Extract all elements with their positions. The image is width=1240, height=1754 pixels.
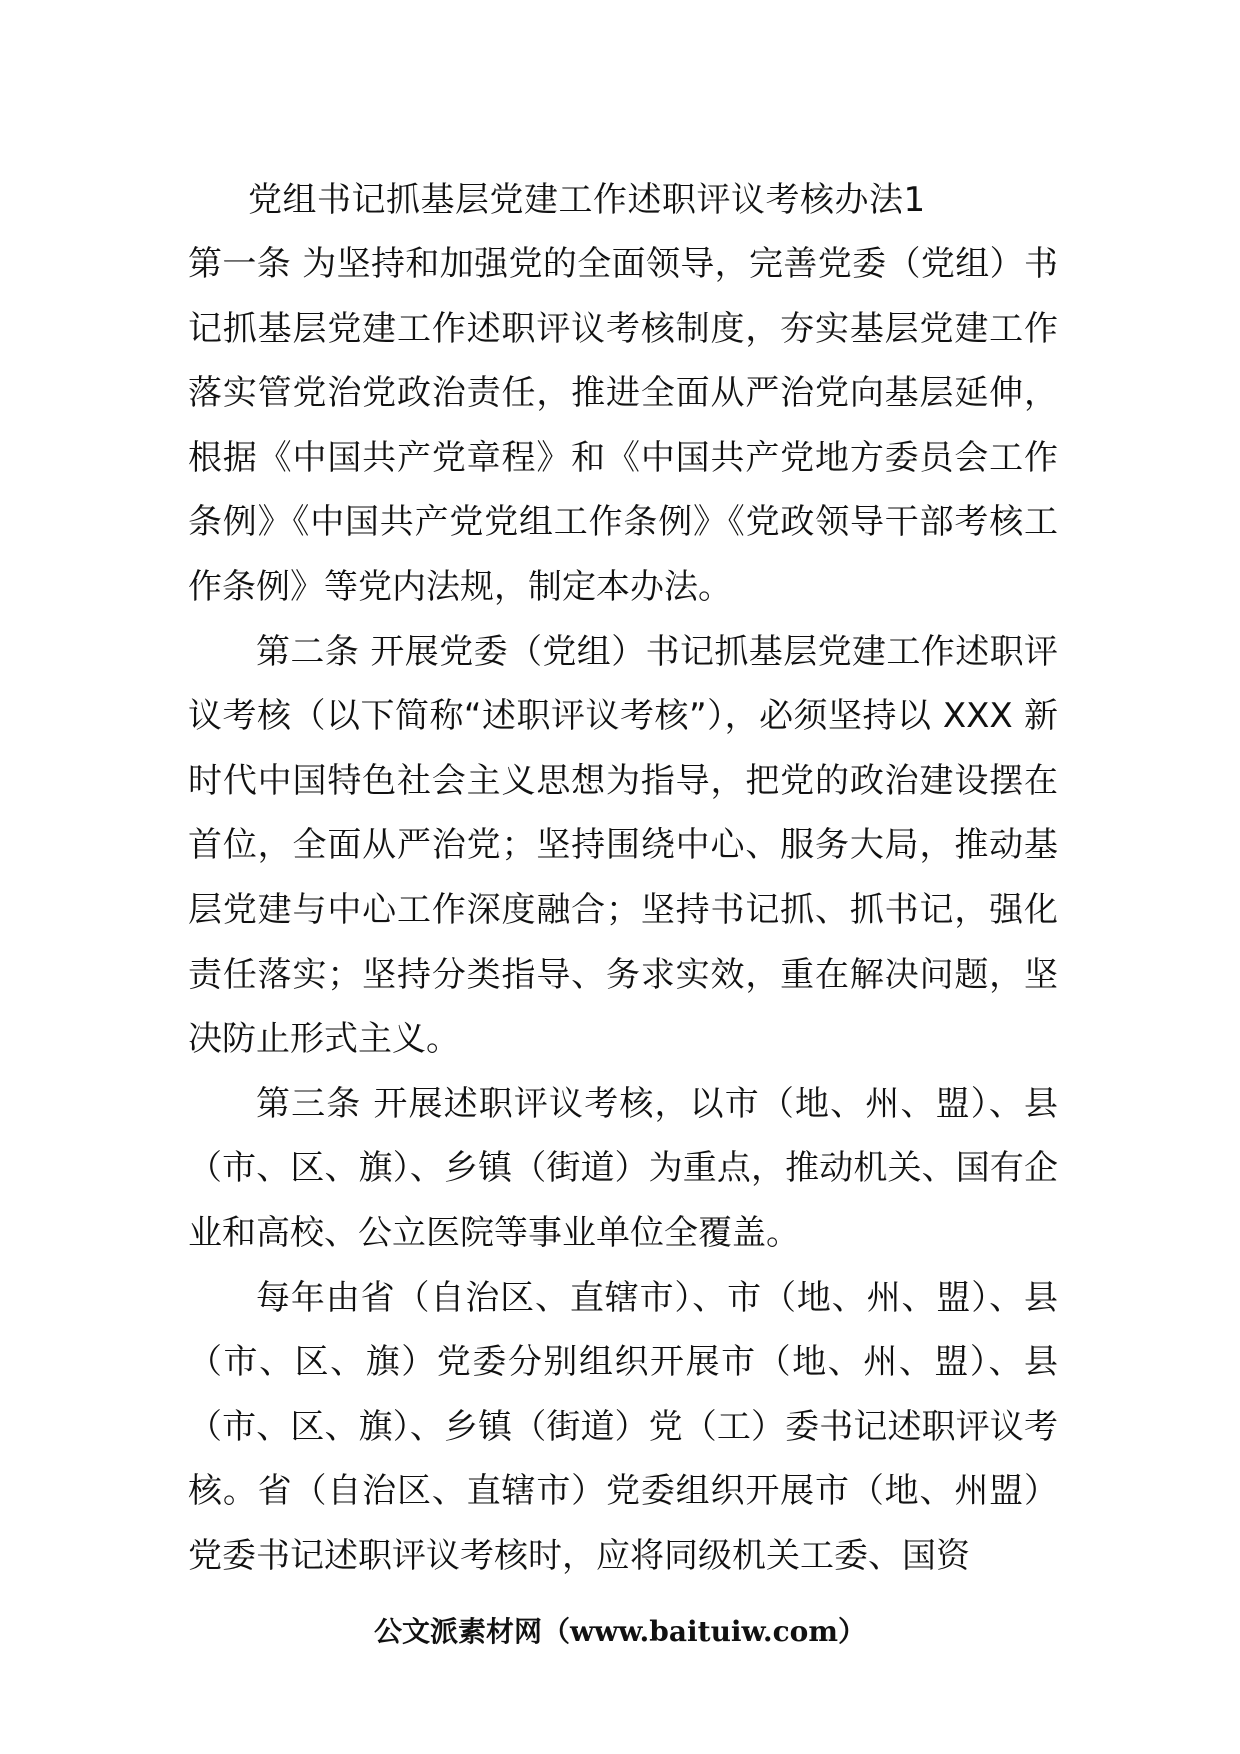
paragraph-article-3: 第三条 开展述职评议考核，以市（地、州、盟）、县（市、区、旗）、乡镇（街道）为重点，推动机关、国有企业和高校、公立医院等事业单位全覆盖。	[188, 1083, 1058, 1253]
document-body	[188, 232, 1058, 1588]
document-title: 党组书记抓基层党建工作述职评议考核办法1	[248, 180, 926, 220]
paragraph-annual-review: 每年由省（自治区、直辖市）、市（地、州、盟）、县（市、区、旗）党委分别组织开展市（地、州、盟）、县（市、区、旗）、乡镇（街道）党（工）委书记述职评议考核。省（自治区、直辖市）党委组织开展市（地、州盟）党委书记述职评议考核时，应将同级机关工委、国资	[188, 1277, 1058, 1576]
paragraph-article-2: 第二条 开展党委（党组）书记抓基层党建工作述职评议考核（以下简称“述职评议考核”），必须坚持以 XXX 新时代中国特色社会主义思想为指导，把党的政治建设摆在首位，全面从严治党；坚持围绕中心、服务大局，推动基层党建与中心工作深度融合；坚持书记抓、抓书记，强化责任落实；坚持分类指导、务求实效，重在解决问题，坚决防止形式主义。	[188, 631, 1058, 1060]
paragraph-article-1: 第一条 为坚持和加强党的全面领导，完善党委（党组）书记抓基层党建工作述职评议考核制度，夯实基层党建工作落实管党治党政治责任，推进全面从严治党向基层延伸，根据《中国共产党章程》和《中国共产党地方委员会工作条例》《中国共产党党组工作条例》《党政领导干部考核工作条例》等党内法规，制定本办法。	[188, 244, 1058, 607]
footer-watermark: 公文派素材网（www.baituiw.com）	[374, 1615, 866, 1648]
